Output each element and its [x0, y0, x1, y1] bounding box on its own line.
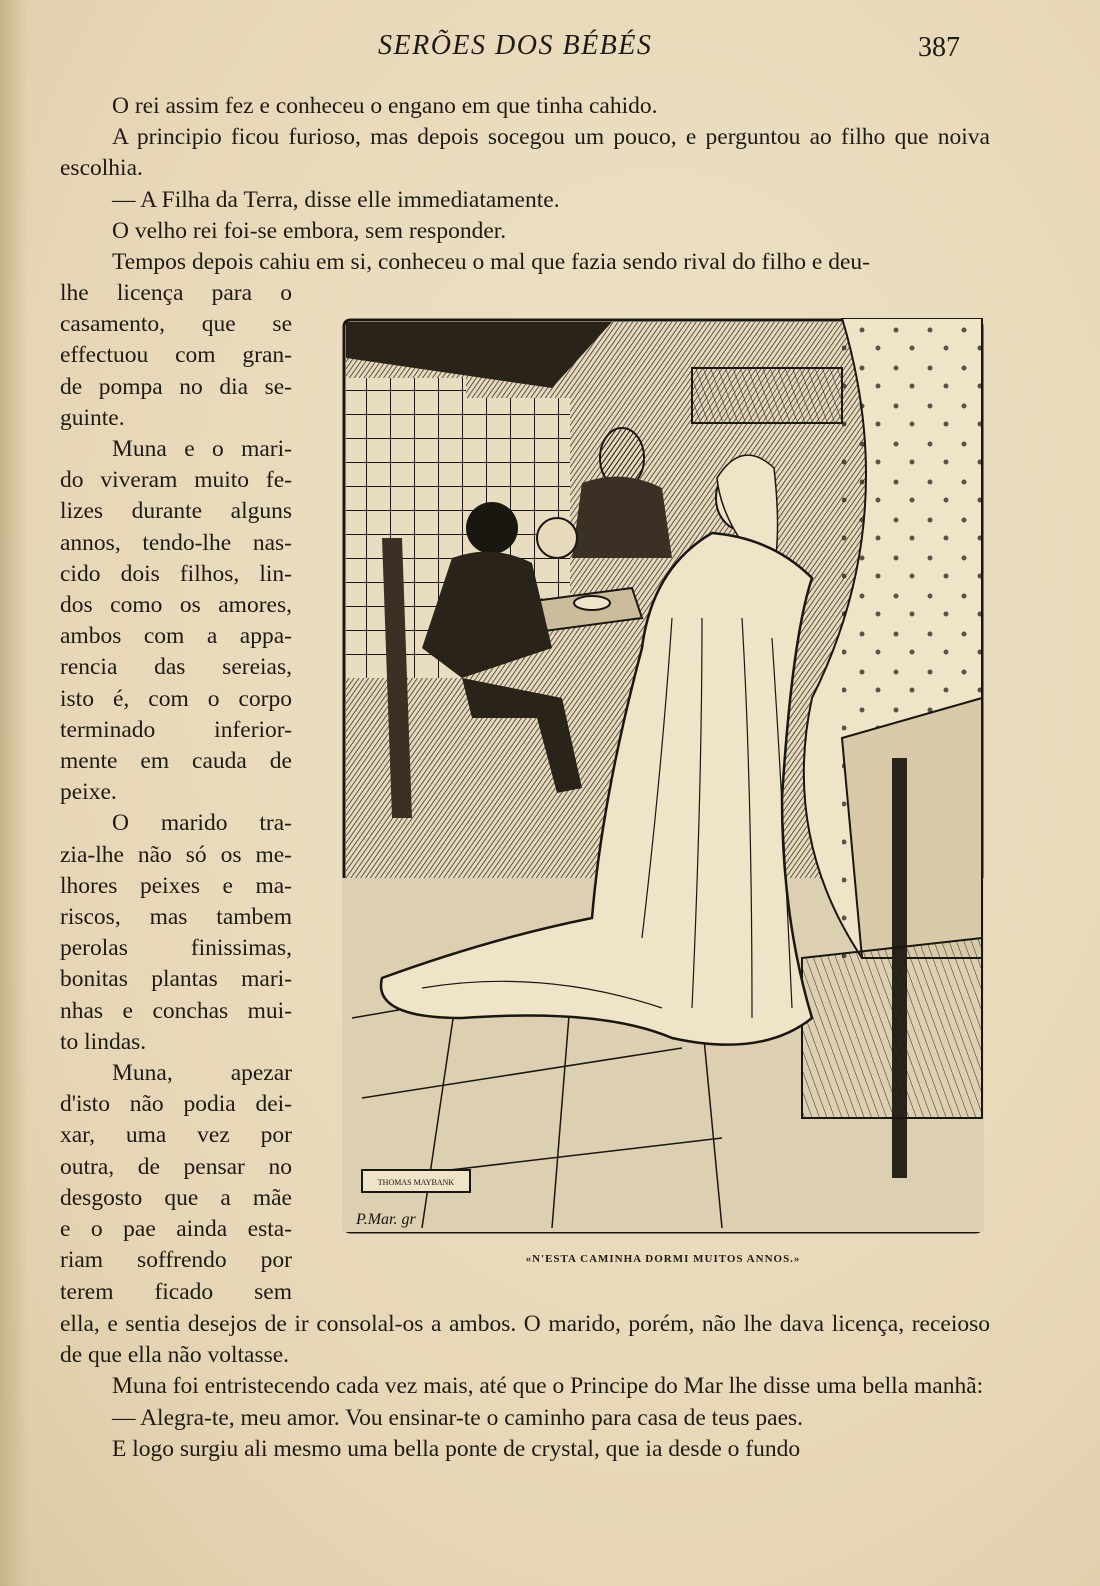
column-line: guinte.	[60, 404, 125, 431]
paragraph: O velho rei foi-se embora, sem responder.	[112, 217, 507, 244]
column-line: riam soffrendo por	[60, 1247, 292, 1274]
column-line: cido dois filhos, lin-	[60, 560, 292, 587]
column-line: rencia das sereias,	[60, 654, 292, 681]
column-line: isto é, com o corpo	[60, 685, 292, 712]
signature-plate-text: THOMAS MAYBANK	[377, 1178, 455, 1187]
column-line: desgosto que a mãe	[60, 1184, 292, 1211]
column-line: effectuou com gran-	[60, 342, 292, 369]
page-number: 387	[918, 32, 960, 63]
running-title: SERÕES DOS BÉBÉS	[378, 30, 653, 61]
column-line: riscos, mas tambem	[60, 904, 292, 931]
rush-chair	[802, 938, 982, 1118]
column-line: to lindas.	[60, 1028, 147, 1055]
illustration-figure	[342, 318, 984, 1265]
paragraph: — Alegra-te, meu amor. Vou ensinar-te o caminho para casa de teus paes.	[112, 1404, 804, 1431]
child-head-dark	[579, 510, 615, 546]
column-line: zia-lhe não só os me-	[60, 841, 292, 868]
column-line: terem ficado sem	[60, 1278, 292, 1305]
column-line: e o pae ainda esta-	[60, 1216, 292, 1243]
mantel-shelf	[692, 368, 842, 423]
paragraph: — A Filha da Terra, disse elle immediatamente.	[112, 186, 560, 213]
paragraph: E logo surgiu ali mesmo uma bella ponte de crystal, que ia desde o fundo	[112, 1435, 801, 1462]
column-line: lhe licença para o	[60, 280, 292, 306]
illustration-caption: «N'ESTA CAMINHA DORMI MUITOS ANNOS.»	[525, 1253, 801, 1265]
column-line: outra, de pensar no	[60, 1153, 292, 1180]
bottom-text-block	[60, 1309, 990, 1465]
column-line: casamento, que se	[60, 311, 292, 338]
column-line: nhas e conchas mui-	[60, 997, 292, 1024]
child-head	[537, 518, 577, 558]
paragraph: Tempos depois cahiu em si, conheceu o mal que fazia sendo rival do filho e deu-	[112, 249, 870, 276]
column-line: lizes durante alguns	[60, 498, 292, 525]
column-line: xar, uma vez por	[60, 1122, 292, 1149]
column-line: Muna, apezar	[112, 1060, 292, 1087]
column-line: do viveram muito fe-	[60, 467, 292, 494]
column-line: bonitas plantas mari-	[60, 966, 292, 993]
column-line: annos, tendo-lhe nas-	[60, 529, 292, 556]
column-line: peixe.	[60, 779, 117, 806]
column-line: dos como os amores,	[60, 592, 292, 619]
paragraph: ella, e sentia desejos de ir consolal-os a ambos. O marido, porém, não lhe dava licença, receioso de que ella não voltasse.	[60, 1311, 990, 1369]
column-line: O marido tra-	[112, 810, 292, 837]
column-line: terminado inferior-	[60, 716, 292, 743]
left-text-column	[60, 278, 292, 1308]
paragraph: A principio ficou furioso, mas depois socegou um pouco, e perguntou ao filho que noiva escolhia.	[60, 124, 990, 182]
column-line: Muna e o mari-	[112, 436, 292, 463]
binding-gutter-shadow	[0, 0, 28, 1586]
bed	[842, 698, 982, 958]
column-line: d'isto não podia dei-	[60, 1091, 292, 1118]
column-line: de pompa no dia se-	[60, 373, 292, 400]
signature-plate	[362, 1170, 470, 1192]
man-head	[466, 502, 518, 554]
engraver-signature: P.Mar. gr	[356, 1211, 416, 1228]
column-line: ambos com a appa-	[60, 623, 292, 650]
column-line: lhores peixes e ma-	[60, 872, 292, 899]
column-line: mente em cauda de	[60, 748, 292, 775]
top-text-block	[60, 91, 990, 278]
paragraph: Muna foi entristecendo cada vez mais, até que o Principe do Mar lhe disse uma bella manhã:	[112, 1373, 984, 1400]
bowl	[574, 596, 610, 610]
engraving-illustration	[342, 318, 984, 1234]
page-header	[0, 30, 1100, 70]
column-line: perolas finissimas,	[60, 935, 292, 962]
paragraph: O rei assim fez e conheceu o engano em que tinha cahido.	[112, 93, 658, 119]
